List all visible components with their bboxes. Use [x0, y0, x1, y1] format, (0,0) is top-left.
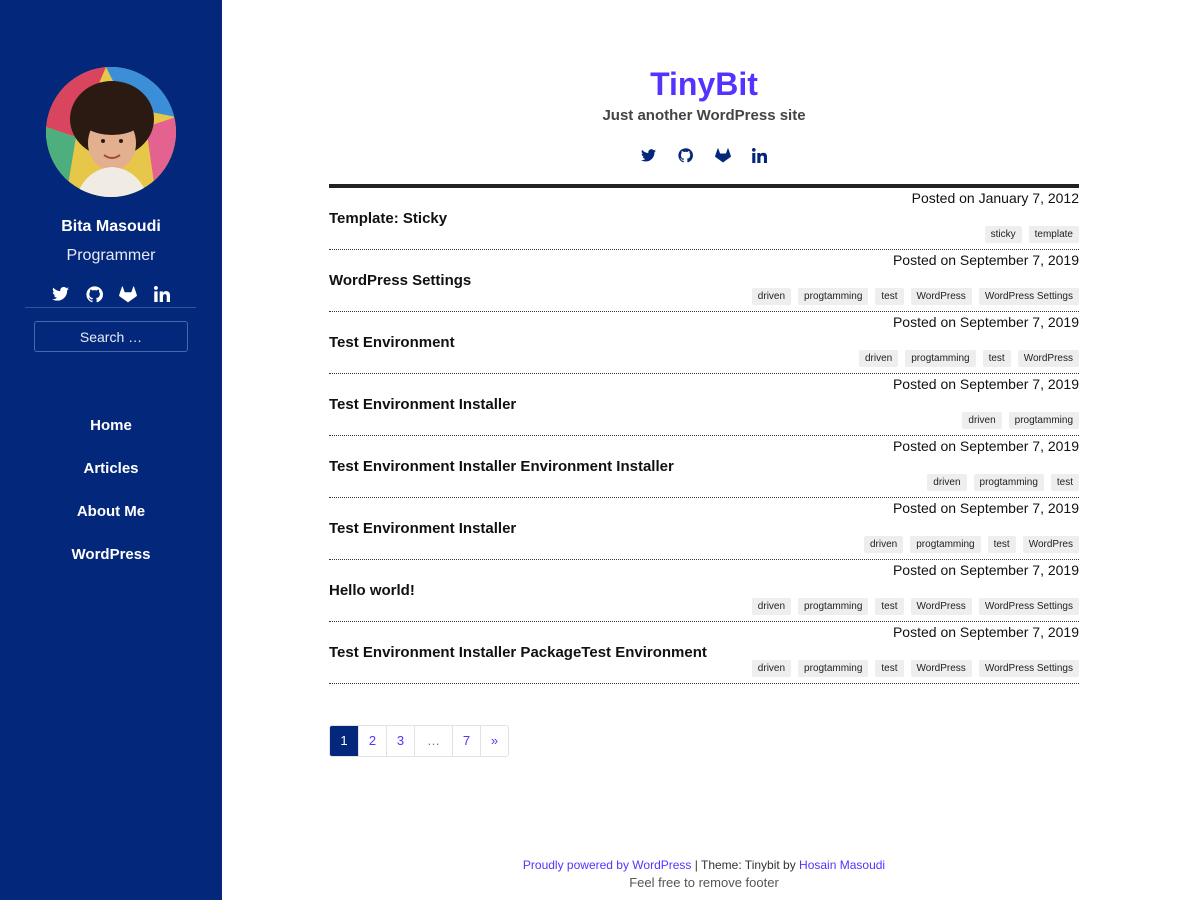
page-ellipsis: …: [414, 726, 452, 756]
post-item: [329, 312, 1079, 374]
theme-author-link[interactable]: Hosain Masoudi: [799, 858, 886, 872]
tag[interactable]: WordPress: [911, 660, 972, 677]
post-tags: [962, 412, 1079, 429]
tag[interactable]: WordPress Settings: [979, 288, 1079, 305]
tag[interactable]: driven: [859, 350, 898, 367]
tag[interactable]: progtamming: [910, 536, 980, 553]
post-item: [329, 188, 1079, 250]
page-link[interactable]: 7: [452, 726, 480, 756]
nav-articles[interactable]: Articles: [83, 460, 139, 477]
footer-note: Feel free to remove footer: [629, 875, 779, 890]
post-tags: [864, 536, 1079, 553]
header-social-links: [329, 146, 1079, 164]
post-tags: [752, 660, 1079, 677]
footer-credits: [329, 856, 1079, 874]
next-page-link[interactable]: »: [480, 726, 508, 756]
post-tags: [985, 226, 1079, 243]
tag[interactable]: progtamming: [798, 660, 868, 677]
post-item: [329, 436, 1079, 498]
tag[interactable]: driven: [864, 536, 903, 553]
post-item: [329, 374, 1079, 436]
tag[interactable]: WordPres: [1023, 536, 1079, 553]
tag[interactable]: test: [988, 536, 1016, 553]
post-date: Posted on September 7, 2019: [892, 376, 1079, 392]
gitlab-icon[interactable]: [715, 146, 731, 164]
tag[interactable]: test: [1051, 474, 1079, 491]
footer-theme-text: | Theme: Tinybit by: [691, 858, 800, 872]
sidebar-social-links: [0, 284, 222, 304]
avatar: [46, 67, 176, 197]
tag[interactable]: test: [875, 288, 903, 305]
tag[interactable]: WordPress Settings: [979, 598, 1079, 615]
site-title[interactable]: TinyBit: [650, 66, 758, 102]
post-item: [329, 250, 1079, 312]
tag[interactable]: template: [1029, 226, 1079, 243]
post-title[interactable]: Test Environment Installer: [329, 396, 517, 413]
post-date: Posted on September 7, 2019: [892, 438, 1079, 454]
post-list: [329, 188, 1079, 684]
linkedin-icon[interactable]: [152, 284, 172, 304]
tag[interactable]: progtamming: [905, 350, 975, 367]
tag[interactable]: sticky: [985, 226, 1022, 243]
tag[interactable]: WordPress Settings: [979, 660, 1079, 677]
site-footer: [329, 856, 1079, 892]
linkedin-icon[interactable]: [752, 146, 768, 164]
post-title[interactable]: Test Environment Installer Environment Installer: [329, 458, 674, 475]
pagination: [329, 725, 509, 757]
tag[interactable]: test: [875, 598, 903, 615]
tag[interactable]: driven: [752, 288, 791, 305]
tag[interactable]: WordPress: [911, 288, 972, 305]
tag[interactable]: test: [983, 350, 1011, 367]
tag[interactable]: progtamming: [798, 288, 868, 305]
github-icon[interactable]: [678, 146, 694, 164]
tag[interactable]: WordPress: [911, 598, 972, 615]
post-item: [329, 498, 1079, 560]
github-icon[interactable]: [84, 284, 104, 304]
post-title[interactable]: Hello world!: [329, 582, 415, 599]
post-tags: [859, 350, 1079, 367]
sidebar: [0, 0, 222, 900]
page-link[interactable]: 3: [386, 726, 414, 756]
post-title[interactable]: WordPress Settings: [329, 272, 472, 289]
powered-by-link[interactable]: Proudly powered by WordPress: [522, 858, 692, 872]
twitter-icon[interactable]: [50, 284, 70, 304]
author-name: Bita Masoudi: [61, 218, 161, 235]
post-title[interactable]: Test Environment Installer PackageTest Environment: [329, 644, 707, 661]
twitter-icon[interactable]: [641, 146, 657, 164]
post-item: [329, 622, 1079, 684]
post-title[interactable]: Test Environment Installer: [329, 520, 517, 537]
sidebar-divider: [25, 307, 196, 308]
nav-home[interactable]: Home: [90, 417, 132, 434]
author-role: Programmer: [66, 247, 156, 264]
post-title[interactable]: Test Environment: [329, 334, 455, 351]
tag[interactable]: driven: [962, 412, 1001, 429]
search-input[interactable]: [34, 321, 188, 352]
gitlab-icon[interactable]: [118, 284, 138, 304]
tag[interactable]: progtamming: [1009, 412, 1079, 429]
tag[interactable]: driven: [752, 660, 791, 677]
post-tags: [927, 474, 1079, 491]
post-tags: [752, 598, 1079, 615]
nav-wordpress[interactable]: WordPress: [71, 546, 151, 563]
tag[interactable]: progtamming: [798, 598, 868, 615]
page-link-current[interactable]: 1: [330, 726, 358, 756]
post-date: Posted on September 7, 2019: [892, 252, 1079, 268]
sidebar-nav: [0, 415, 222, 587]
tag[interactable]: WordPress: [1018, 350, 1079, 367]
post-date: Posted on September 7, 2019: [892, 500, 1079, 516]
post-date: Posted on September 7, 2019: [892, 624, 1079, 640]
post-title[interactable]: Template: Sticky: [329, 210, 448, 227]
post-date: Posted on January 7, 2012: [911, 190, 1079, 206]
tag[interactable]: driven: [752, 598, 791, 615]
site-description: Just another WordPress site: [602, 107, 806, 124]
post-date: Posted on September 7, 2019: [892, 314, 1079, 330]
tag[interactable]: test: [875, 660, 903, 677]
page-link[interactable]: 2: [358, 726, 386, 756]
nav-about-me[interactable]: About Me: [76, 503, 146, 520]
tag[interactable]: driven: [927, 474, 966, 491]
post-date: Posted on September 7, 2019: [892, 562, 1079, 578]
post-item: [329, 560, 1079, 622]
post-tags: [752, 288, 1079, 305]
tag[interactable]: progtamming: [974, 474, 1044, 491]
